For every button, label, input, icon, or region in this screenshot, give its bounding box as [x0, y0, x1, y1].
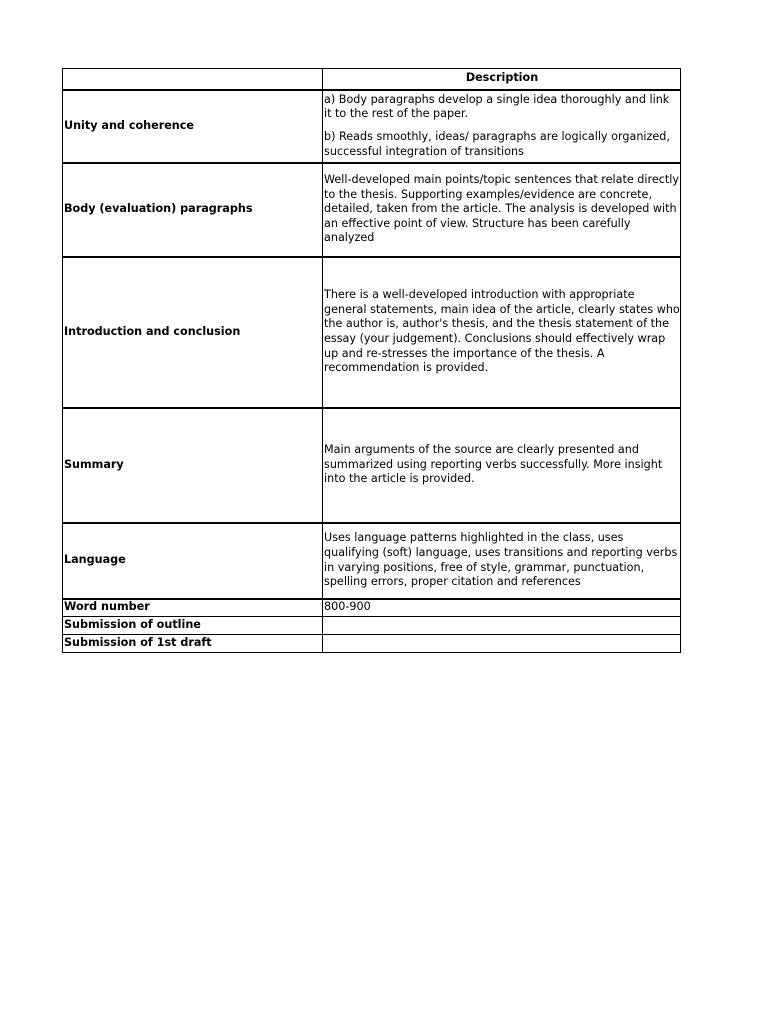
description-part-a: a) Body paragraphs develop a single idea thoroughly and link it to the rest of the paper.	[324, 92, 670, 121]
criterion-summary: Summary	[63, 408, 323, 523]
criterion-language: Language	[63, 523, 323, 599]
description-unity-and-coherence	[323, 90, 681, 163]
description-summary: Main arguments of the source are clearly presented and summarized using reporting verbs successfully. More insight into the article is provided.	[323, 408, 681, 523]
description-part-b: b) Reads smoothly, ideas/ paragraphs are logically organized, successful integration of transitions	[324, 130, 670, 158]
header-row	[63, 69, 681, 90]
rubric-table	[62, 68, 681, 653]
description-submission-of-outline	[323, 617, 681, 635]
criterion-body-paragraphs: Body (evaluation) paragraphs	[63, 163, 323, 257]
criterion-submission-of-first-draft: Submission of 1st draft	[63, 635, 323, 653]
description-word-number: 800-900	[323, 599, 681, 617]
criteria-header-cell	[63, 69, 323, 90]
criterion-unity-and-coherence: Unity and coherence	[63, 90, 323, 163]
description-submission-of-first-draft	[323, 635, 681, 653]
table-row	[63, 408, 681, 523]
table-row	[63, 523, 681, 599]
table-row	[63, 163, 681, 257]
table-row	[63, 257, 681, 408]
criterion-submission-of-outline: Submission of outline	[63, 617, 323, 635]
table-row	[63, 635, 681, 653]
description-introduction-and-conclusion: There is a well-developed introduction with appropriate general statements, main idea of the article, clearly states who the author is, author's thesis, and the thesis statement of the essay (your judgement). Conclusions should effectively wrap up and re-stresses the importance of the thesis. A recommendation is provided.	[323, 257, 681, 408]
table-row	[63, 617, 681, 635]
description-language: Uses language patterns highlighted in the class, uses qualifying (soft) language, uses transitions and reporting verbs in varying positions, free of style, grammar, punctuation, spelling errors, proper citation and references	[323, 523, 681, 599]
table-row	[63, 599, 681, 617]
criterion-introduction-and-conclusion: Introduction and conclusion	[63, 257, 323, 408]
criterion-word-number: Word number	[63, 599, 323, 617]
table-row	[63, 90, 681, 163]
description-header-cell: Description	[323, 69, 681, 90]
description-body-paragraphs: Well-developed main points/topic sentences that relate directly to the thesis. Supporting examples/evidence are concrete, detailed, taken from the article. The analysis is developed with an effective point of view. Structure has been carefully analyzed	[323, 163, 681, 257]
